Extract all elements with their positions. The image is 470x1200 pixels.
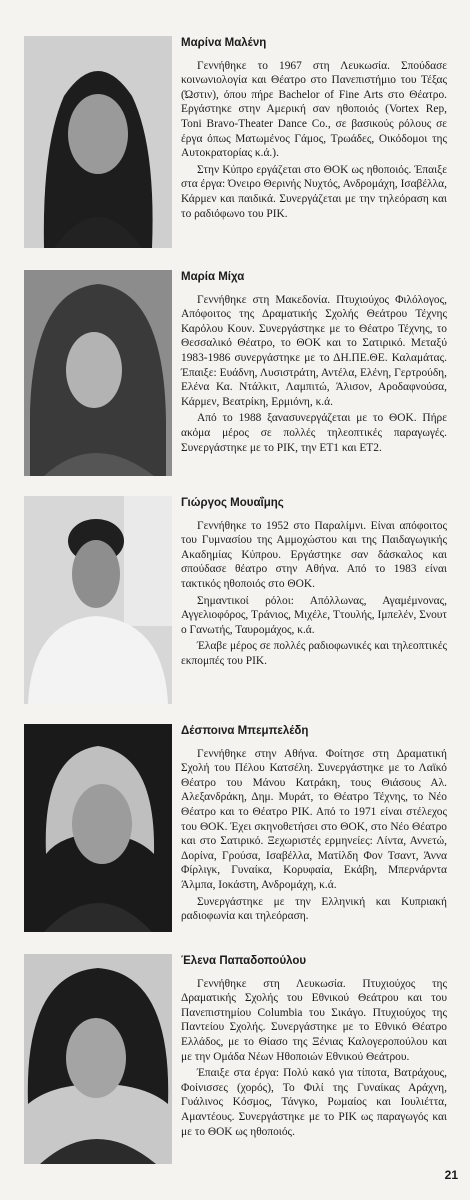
bio-text [181,724,447,926]
portrait-photo [24,954,172,1164]
bio-paragraph: Γεννήθηκε στη Λευκωσία. Πτυχιούχος της Δραματικής Σχολής του Εθνικού Θεάτρου και του Πανεπιστημίου Columbia του Σικάγο. Πτυχιούχος της Παντείου Σχολής. Συνεργάστηκε με το Εθνικό Θέατρο Ελλάδος, με το Θίασο της Ξένιας Καλογεροπούλου και με την Ομάδα Νέων Ηθοποιών Εθνικού Θεάτρου. [181,977,447,1063]
bio-paragraph: Έπαιξε στα έργα: Πολύ κακό για τίποτα, Βατράχους, Φοίνισσες (χορός), Το Φιλί της Γυναίκας Αράχνη, Γυάλινος Κόσμος, Τάνγκο, Ρωμαίος και Ιουλιέττα, Αμαντέους. Συνεργάστηκε με το ΡΙΚ ως παραγωγός και με το ΘΟΚ ως ηθοποιός. [181,1067,447,1138]
bio-paragraph: Έλαβε μέρος σε πολλές ραδιοφωνικές και τηλεοπτικές εκπομπές του ΡΙΚ. [181,640,447,667]
page-number: 21 [444,1168,458,1182]
portrait-photo [24,724,172,932]
bio-paragraph: Σημαντικοί ρόλοι: Απόλλωνας, Αγαμέμνονας, Αγγελιοφόρος, Τράνιος, Μιχέλε, Ττουλής, Ιμπελέν, Σνουτ ο Γανωτής, Ταυρομάχος, κ.ά. [181,594,447,636]
bio-paragraph: Γεννήθηκε στη Μακεδονία. Πτυχιούχος Φιλόλογος, Απόφοιτος της Δραματικής Σχολής Θεάτρου Τέχνης Καρόλου Κουν. Συνεργάστηκε με το Θέατρο Τέχνης, το Θεσσαλικό Θέατρο, το ΘΟΚ και το Σατιρικό. Μεταξύ 1983-1986 συνεργάστηκε με το ΔΗ.ΠΕ.ΘΕ. Καλαμάτας. Έπαιξε: Ευάδνη, Λυσιστράτη, Αντέλα, Ελένη, Γερτρούδη, Ελένα Κα. Ντάλκιτ, Λαμπιτώ, Άλισον, Αροδαφνούσα, Κάρμεν, Βεατρίκη, Ερμιόνη, κ.ά. [181,293,447,408]
bio-paragraph: Γεννήθηκε το 1967 στη Λευκωσία. Σπούδασε κοινωνιολογία και Θέατρο στο Πανεπιστήμιο του Τέξας (Ώστιν), όπου πήρε Bachelor of Fine Arts στο Θέατρο. Εργάστηκε στην Αμερική σαν ηθοποιός (Vortex Rep, Toni Bravo-Theater Dance Co., σε βασικούς ρόλους σε έργα όπως Ματωμένος Γάμος, Τρωάδες, Οικόδομοι της Αυτοκρατορίας κ.ά.). [181,59,447,160]
bio-text [181,496,447,671]
portrait-image [24,36,172,248]
portrait-image [24,954,172,1164]
bio-paragraph: Γεννήθηκε στην Αθήνα. Φοίτησε στη Δραματική Σχολή του Πέλου Κατσέλη. Συνεργάστηκε με το Λαϊκό Θέατρο του Μάνου Κατράκη, τους Θιάσους Αλ. Αλεξανδράκη, Δημ. Μυράτ, το Θέατρο Τέχνης, το Νέο Θέατρο και το Θέατρο ΡΙΚ. Από το 1971 είναι στέλεχος του ΘΟΚ. Έχει σκηνοθετήσει στο ΘΟΚ, στο Νέο Θέατρο και στο Σατιρικό. Ξεχωριστές ερμηνείες: Λίντα, Αννετώ, Δορίνα, Γρούσα, Ισαβέλλα, Ματίλδη Φον Τσαντ, Άννα Φίρλιγκ, Γυναίκα, Κορυφαία, Εκάβη, Μπερνάρντα Άλμπα, Ιοκάστη, Ανδρομάχη, κ.ά. [181,747,447,891]
portrait-image [24,270,172,476]
actor-name: Έλενα Παπαδοπούλου [181,955,307,967]
actor-name: Γιώργος Μουαΐμης [181,497,284,509]
portrait-image [24,724,172,932]
bio-text [181,270,447,457]
bio-text [181,954,447,1141]
actor-name: Μαρία Μίχα [181,271,245,283]
portrait-photo [24,270,172,476]
portrait-image [24,496,172,704]
bio-text [181,36,447,223]
bio-paragraph: Από το 1988 ξανασυνεργάζεται με το ΘΟΚ. Πήρε ακόμα μέρος σε πολλές τηλεοπτικές παραγωγές. Συνεργάστηκε με το ΡΙΚ, την ΕΤ1 και ΕΤ2. [181,412,447,454]
bio-paragraph: Συνεργάστηκε με την Ελληνική και Κυπριακή ραδιοφωνία και τηλεόραση. [181,895,447,923]
portrait-photo [24,36,172,248]
actor-name: Δέσποινα Μπεμπελέδη [181,725,309,737]
bio-paragraph: Στην Κύπρο εργάζεται στο ΘΟΚ ως ηθοποιός. Έπαιξε στα έργα: Όνειρο Θερινής Νυχτός, Ανδρομάχη, Ισαβέλλα, Κάρμεν και παιδικά. Συνεργάζεται με την τηλεόραση και το ραδιόφωνο του ΡΙΚ. [181,163,447,220]
bio-paragraph: Γεννήθηκε το 1952 στο Παραλίμνι. Είναι απόφοιτος του Γυμνασίου της Αμμοχώστου και της Παιδαγωγικής Ακαδημίας Κύπρου. Εργάστηκε σαν δάσκαλος και σπούδασε θέατρο στην Αθήνα. Από το 1983 είναι τακτικός ηθοποιός στο ΘΟΚ. [181,519,447,590]
actor-name: Μαρίνα Μαλένη [181,37,267,49]
portrait-photo [24,496,172,704]
